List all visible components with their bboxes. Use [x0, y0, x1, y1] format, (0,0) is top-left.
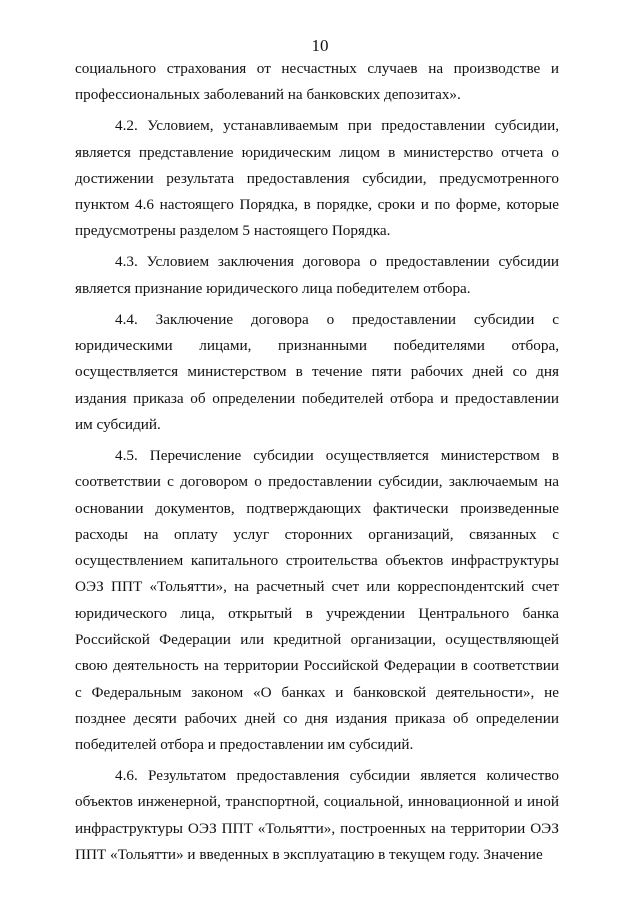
- paragraph-4-2: 4.2. Условием, устанавливаемым при предоставлении субсидии, является представление юридическим лицом в министерство отчета о достижении результата предоставления субсидии, предусмотренного пунктом 4.6 настоящего Порядка, в порядке, сроки и по форме, которые предусмотрены разделом 5 настоящего Порядка.: [75, 117, 559, 240]
- paragraph-4-6: 4.6. Результатом предоставления субсидии является количество объектов инженерной, транспортной, социальной, инновационной и иной инфраструктуры ОЭЗ ППТ «Тольятти», построенных на территории ОЭЗ ППТ «Тольятти» и введенных в эксплуатацию в текущем году. Значение: [75, 767, 559, 864]
- page-number: 10: [311, 36, 329, 55]
- paragraph-continuation: социального страхования от несчастных случаев на производстве и профессиональных заболеваний на банковских депозитах».: [75, 60, 559, 104]
- paragraph-4-5: 4.5. Перечисление субсидии осуществляется министерством в соответствии с договором о предоставлении субсидии, заключаемым на основании документов, подтверждающих фактически произведенные расходы на оплату услуг сторонних организаций, связанных с осуществлением капитального строительства объектов инфраструктуры ОЭЗ ППТ «Тольятти», на расчетный счет или корреспондентский счет юридического лица, открытый в учреждении Центрального банка Российской Федерации или кредитной организации, осуществляющей свою деятельность на территории Российской Федерации в соответствии с Федеральным законом «О банках и банковской деятельности», не позднее десяти рабочих дней со дня издания приказа об определении победителей отбора и предоставлении им субсидий.: [75, 446, 559, 754]
- document-body: [75, 56, 559, 873]
- paragraph-4-3: 4.3. Условием заключения договора о предоставлении субсидии является признание юридического лица победителем отбора.: [75, 253, 559, 297]
- paragraph-4-4: 4.4. Заключение договора о предоставлении субсидии с юридическими лицами, признанными победителями отбора, осуществляется министерством в течение пяти рабочих дней со дня издания приказа об определении победителей отбора и предоставлении им субсидий.: [75, 310, 559, 433]
